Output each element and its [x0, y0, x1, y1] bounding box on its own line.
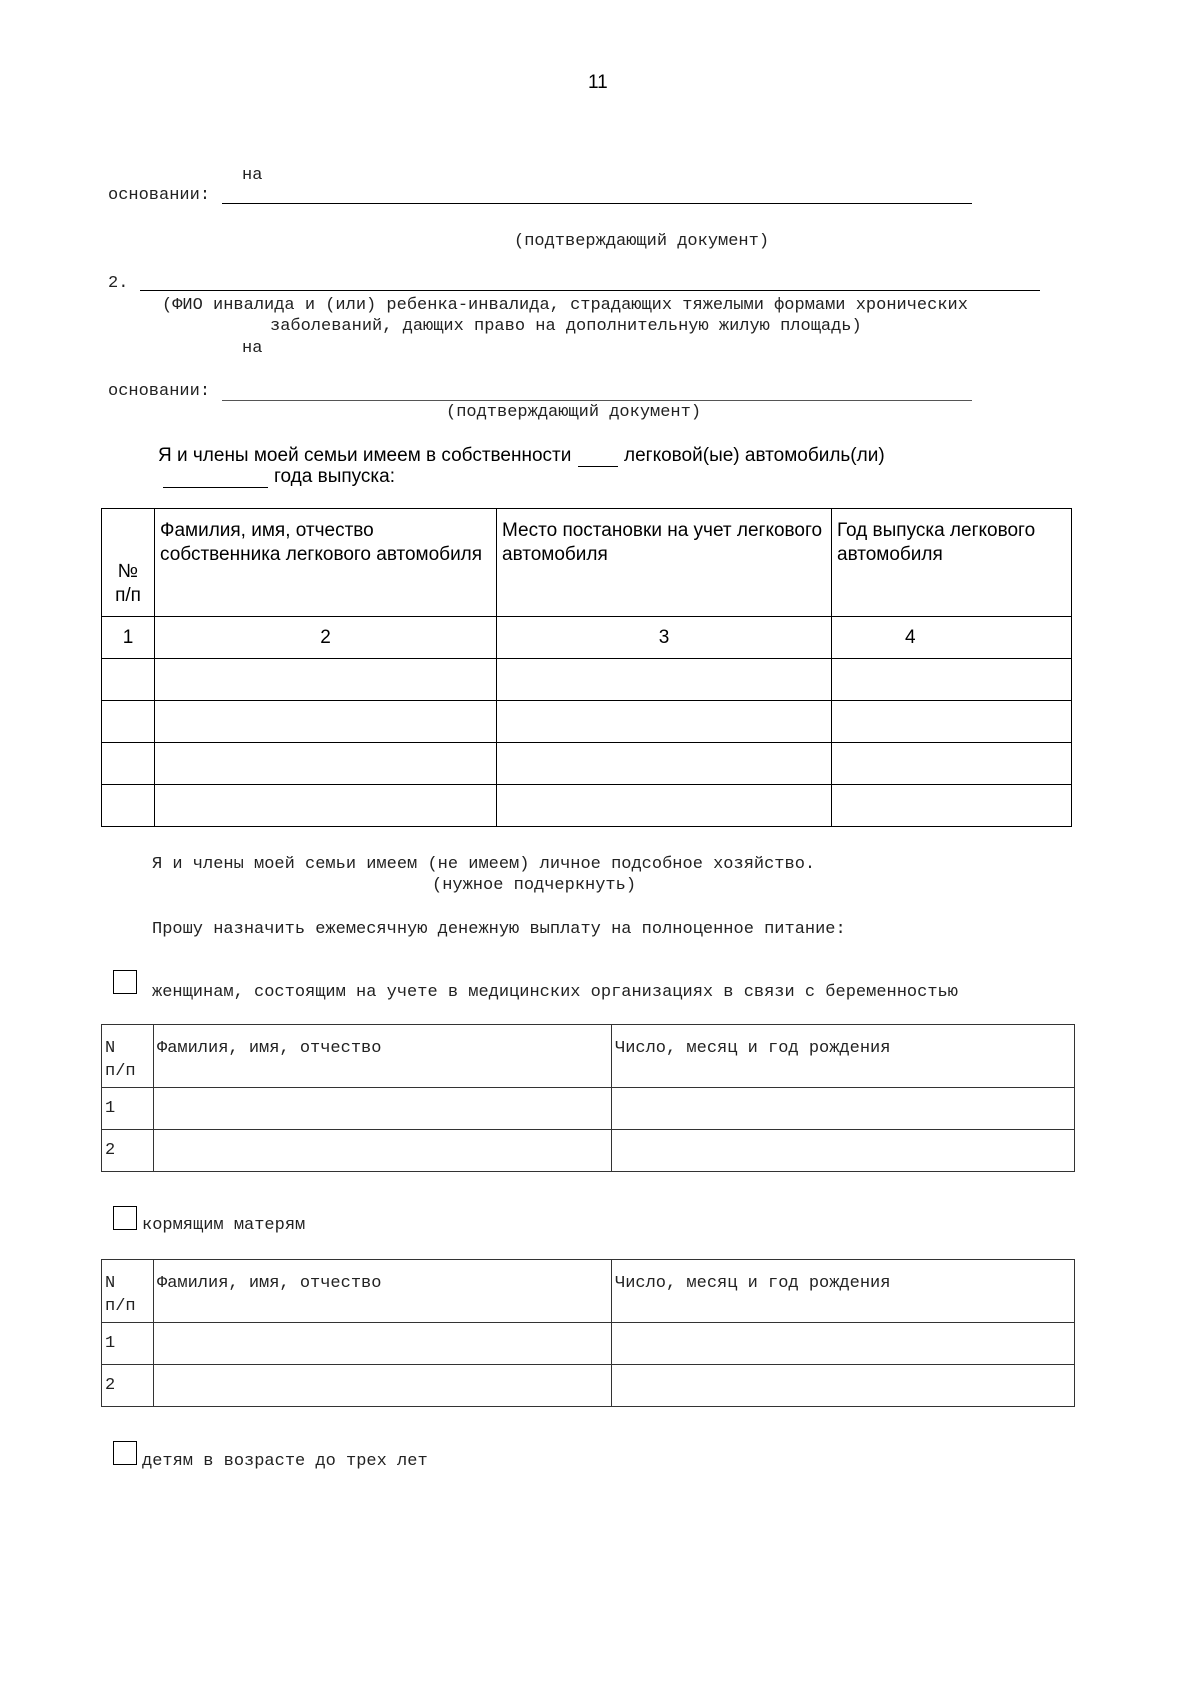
table-cell[interactable]	[612, 1088, 1075, 1130]
basis-label-2: основании:	[108, 382, 211, 401]
pregnant-header-birthdate: Число, месяц и год рождения	[612, 1025, 1075, 1088]
item-2-caption-line2: заболеваний, дающих право на дополнительную жилую площадь)	[270, 317, 862, 336]
table-row	[102, 701, 1072, 743]
basis-caption-2: (подтверждающий документ)	[446, 403, 702, 422]
table-cell[interactable]	[155, 743, 497, 785]
nursing-label: кормящим матерям	[142, 1216, 306, 1235]
row-number: 1	[102, 1323, 154, 1365]
table-cell[interactable]	[832, 743, 1072, 785]
cars-statement-line2: года выпуска:	[274, 466, 395, 487]
table-cell[interactable]	[612, 1365, 1075, 1407]
basis-na-2: на	[242, 339, 263, 358]
cars-year-line[interactable]	[163, 487, 268, 488]
table-cell[interactable]	[832, 701, 1072, 743]
row-number: 2	[102, 1365, 154, 1407]
table-row	[102, 743, 1072, 785]
basis-na-1: на	[242, 166, 263, 185]
table-row	[102, 785, 1072, 827]
nursing-table	[101, 1259, 1075, 1407]
item-2-name-line[interactable]	[140, 290, 1040, 291]
cars-count-line[interactable]	[578, 466, 618, 467]
cars-colnum-2: 2	[155, 617, 497, 659]
table-cell[interactable]	[102, 701, 155, 743]
cars-header-owner: Фамилия, имя, отчество собственника легкового автомобиля	[155, 509, 497, 617]
row-number: 1	[102, 1088, 154, 1130]
item-2-caption-line1: (ФИО инвалида и (или) ребенка-инвалида, страдающих тяжелыми формами хронических	[162, 296, 968, 315]
table-cell[interactable]	[612, 1323, 1075, 1365]
table-cell[interactable]	[832, 785, 1072, 827]
table-cell[interactable]	[832, 659, 1072, 701]
table-row	[102, 1365, 1075, 1407]
farm-caption: (нужное подчеркнуть)	[432, 876, 637, 895]
table-row	[102, 1130, 1075, 1172]
pregnant-header-number: N п/п	[102, 1025, 154, 1088]
table-cell[interactable]	[497, 659, 832, 701]
basis-input-line-1[interactable]	[222, 203, 972, 204]
nursing-header-number: N п/п	[102, 1260, 154, 1323]
table-cell[interactable]	[154, 1088, 612, 1130]
basis-caption-1: (подтверждающий документ)	[514, 232, 770, 251]
table-cell[interactable]	[155, 659, 497, 701]
table-cell[interactable]	[102, 743, 155, 785]
basis-label-1: основании:	[108, 186, 211, 205]
cars-colnum-4: 4	[832, 617, 1072, 659]
table-cell[interactable]	[102, 785, 155, 827]
table-cell[interactable]	[155, 785, 497, 827]
table-cell[interactable]	[155, 701, 497, 743]
children-label: детям в возрасте до трех лет	[142, 1452, 428, 1471]
children-checkbox[interactable]	[113, 1441, 137, 1465]
cars-header-registration: Место постановки на учет легкового автомобиля	[497, 509, 832, 617]
basis-input-line-2[interactable]	[222, 400, 972, 401]
table-cell[interactable]	[154, 1365, 612, 1407]
pregnant-label: женщинам, состоящим на учете в медицинских организациях в связи с беременностью	[152, 983, 958, 1002]
table-row	[102, 659, 1072, 701]
cars-statement-part2: легковой(ые) автомобиль(ли)	[624, 445, 885, 466]
table-row	[102, 1323, 1075, 1365]
farm-statement: Я и члены моей семьи имеем (не имеем) личное подсобное хозяйство.	[152, 855, 816, 874]
cars-colnum-1: 1	[102, 617, 155, 659]
cars-statement-part1: Я и члены моей семьи имеем в собственности	[158, 445, 572, 466]
request-text: Прошу назначить ежемесячную денежную выплату на полноценное питание:	[152, 920, 846, 939]
cars-header-number: № п/п	[102, 509, 155, 617]
cars-colnum-3: 3	[497, 617, 832, 659]
nursing-header-name: Фамилия, имя, отчество	[154, 1260, 612, 1323]
cars-table	[101, 508, 1072, 827]
pregnant-header-name: Фамилия, имя, отчество	[154, 1025, 612, 1088]
pregnant-table	[101, 1024, 1075, 1172]
table-cell[interactable]	[612, 1130, 1075, 1172]
table-cell[interactable]	[497, 743, 832, 785]
table-cell[interactable]	[497, 701, 832, 743]
table-cell[interactable]	[154, 1130, 612, 1172]
table-cell[interactable]	[497, 785, 832, 827]
item-2-number: 2.	[108, 274, 129, 293]
pregnant-checkbox[interactable]	[113, 970, 137, 994]
table-row	[102, 1088, 1075, 1130]
table-cell[interactable]	[102, 659, 155, 701]
nursing-header-birthdate: Число, месяц и год рождения	[612, 1260, 1075, 1323]
nursing-checkbox[interactable]	[113, 1206, 137, 1230]
row-number: 2	[102, 1130, 154, 1172]
page-number: 11	[588, 72, 608, 93]
table-cell[interactable]	[154, 1323, 612, 1365]
cars-header-year: Год выпуска легкового автомобиля	[832, 509, 1072, 617]
